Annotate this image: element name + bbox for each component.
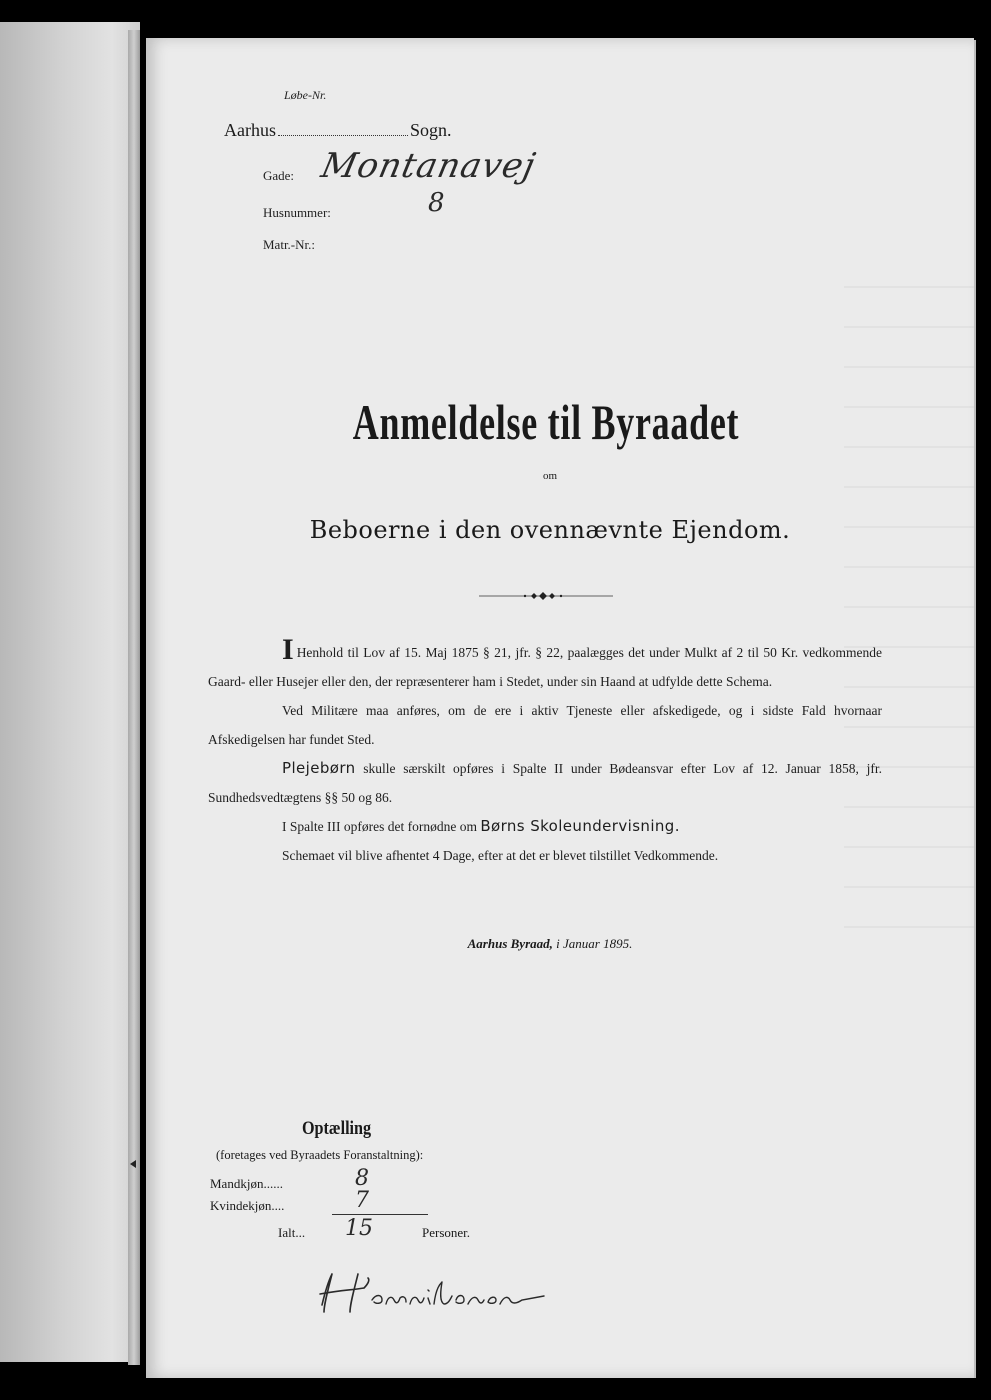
instruction-paragraph-3: Plejebørn skulle særskilt opføres i Spalte II under Bødeansvar efter Lov af 12. Januar 1858, jfr. Sundhedsvedtægtens §§ 50 og 86.	[208, 759, 883, 805]
lobe-nr-label: Løbe-Nr.	[284, 88, 327, 102]
spine-marker	[130, 1160, 136, 1168]
ornament-divider	[479, 590, 613, 602]
house-number-handwritten-value: 8	[428, 188, 445, 218]
drop-cap: I	[282, 633, 294, 666]
instruction-paragraph-5: Schemaet vil blive afhentet 4 Dage, efter at det er blevet tilstillet Vedkommende.	[282, 848, 719, 863]
title-connector: om	[542, 470, 558, 482]
document-subtitle: Beboerne i den ovennævnte Ejendom.	[309, 516, 791, 544]
city-label: Aarhus	[224, 120, 276, 140]
persons-label: Personer.	[422, 1225, 471, 1240]
total-count-value: 15	[345, 1216, 373, 1241]
census-title: Optælling	[302, 1118, 372, 1139]
street-label: Gade:	[263, 168, 295, 183]
instruction-paragraph-2: Ved Militære maa anføres, om de ere i aktiv Tjeneste eller afskedigede, og i sidste Fald hvornaar Afskedigelsen har fundet Sted.	[208, 703, 882, 747]
document-title: Anmeldelse til Byraadet	[352, 394, 740, 450]
signature-text: H Henriksen	[312, 1260, 319, 1261]
parish-row	[224, 120, 452, 141]
handwritten-signature	[312, 1260, 582, 1330]
female-count-value: 7	[355, 1188, 369, 1213]
issuer-name: Aarhus Byraad,	[467, 936, 553, 951]
instruction-paragraph-1: I Henhold til Lov af 15. Maj 1875 § 21, jfr. § 22, paalægges det under Mulkt af 2 til 50 Kr. vedkommende Gaard- eller Husejer eller den, der repræsenterer ham i Stedet, under sin Haand at udfylde dette Schema.	[208, 633, 882, 689]
issue-date: i Januar 1895.	[556, 936, 633, 951]
street-handwritten-value: Montanavej	[317, 146, 540, 186]
instruction-paragraph-4: I Spalte III opføres det fornødne om Børns Skoleundervisning.	[282, 817, 680, 835]
sum-underline	[332, 1214, 428, 1215]
matr-nr-label: Matr.-Nr.:	[263, 237, 315, 252]
parish-label: Sogn.	[410, 120, 452, 140]
document-page	[146, 38, 974, 1378]
instructions-text	[208, 633, 883, 870]
male-count-value: 8	[355, 1166, 369, 1191]
left-page-edge	[0, 22, 140, 1362]
house-number-label: Husnummer:	[263, 205, 331, 220]
census-subtitle: (foretages ved Byraadets Foranstaltning):	[216, 1148, 424, 1162]
total-count-label: Ialt...	[278, 1225, 306, 1240]
female-count-label: Kvindekjøn....	[210, 1198, 285, 1213]
parish-dotted-line	[278, 134, 408, 136]
issuer-date-line	[146, 936, 954, 952]
male-count-label: Mandkjøn......	[210, 1176, 283, 1191]
